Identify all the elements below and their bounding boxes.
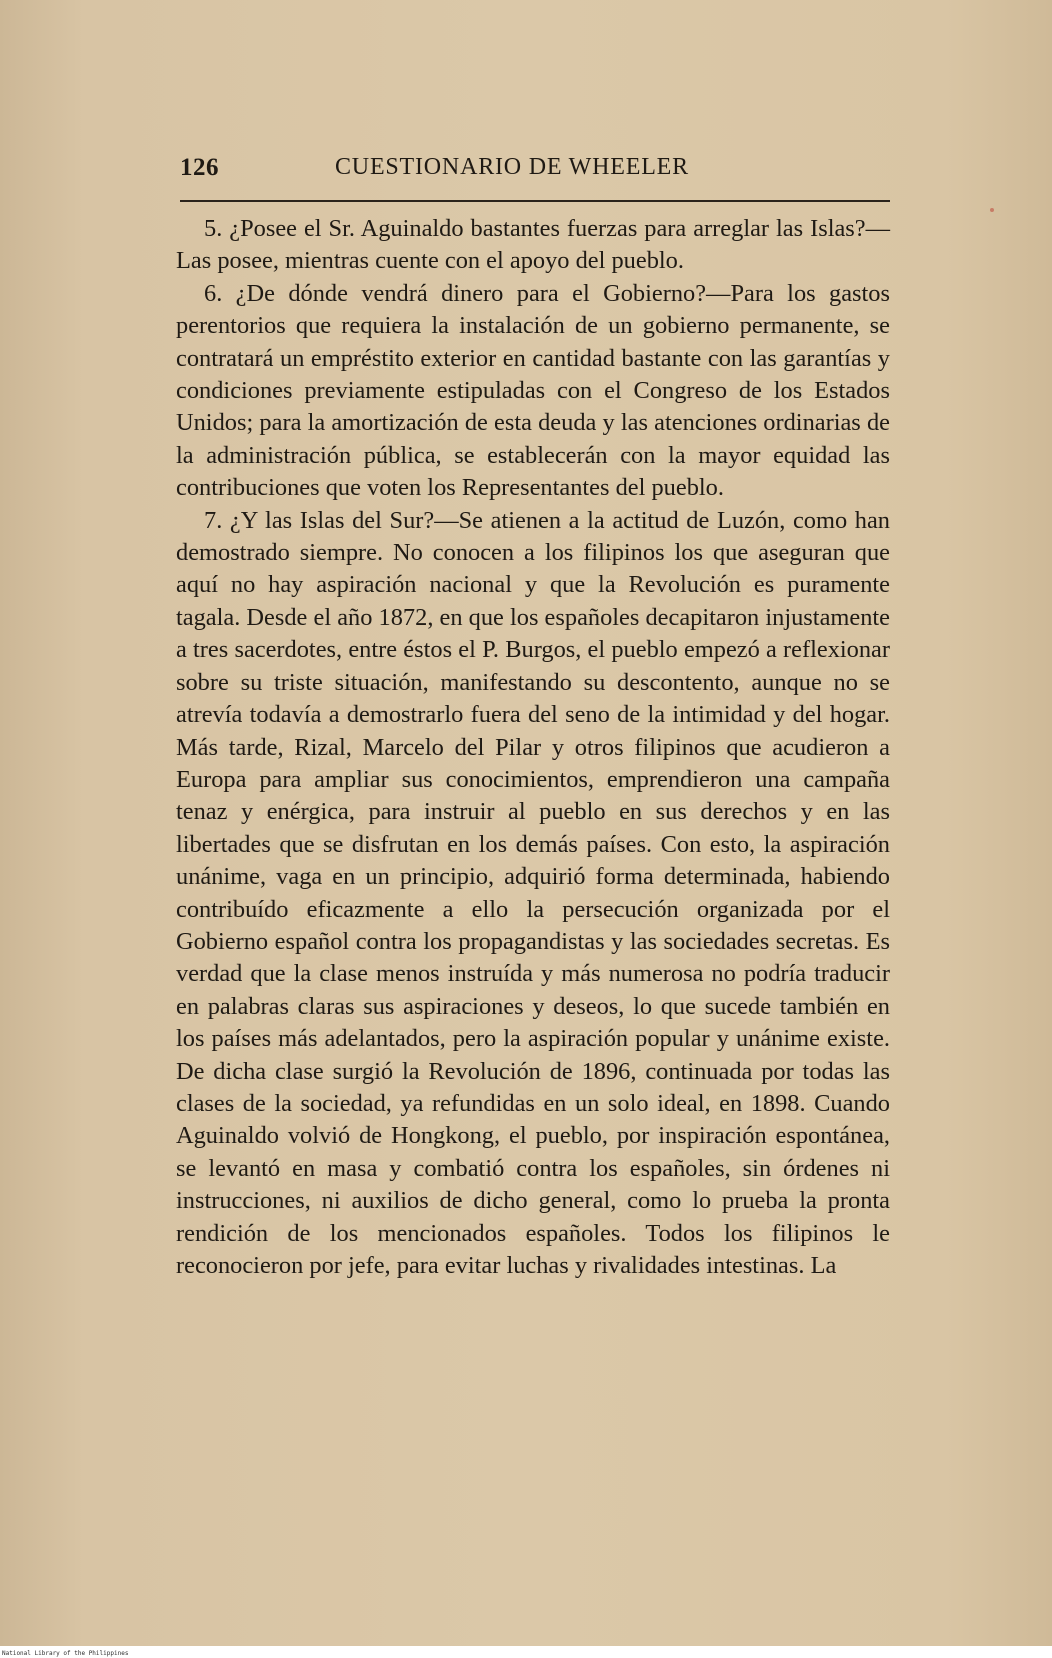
library-credit: National Library of the Philippines (2, 1650, 129, 1657)
scan-bottom-strip (0, 1646, 1052, 1658)
running-title: CUESTIONARIO DE WHEELER (335, 154, 689, 180)
paragraph-question-7: 7. ¿Y las Islas del Sur?—Se atienen a la actitud de Luzón, como han demostrado siempre. No conocen a los filipinos los que aseguran que aquí no hay aspiración nacional y que la Revolución es puramente tagala. Desde el año 1872, en que los españoles decapitaron injustamente a tres sacerdotes, entre éstos el P. Burgos, el pueblo empezó a reflexionar sobre su triste situación, manifestando su descontento, aunque no se atrevía todavía a demostrarlo fuera del seno de la intimidad y del hogar. Más tarde, Rizal, Marcelo del Pilar y otros filipinos que acudieron a Europa para ampliar sus conocimientos, emprendieron una campaña tenaz y enérgica, para instruir al pueblo en sus derechos y en las libertades que se disfrutan en los demás países. Con esto, la aspiración unánime, vaga en un principio, adquirió forma determinada, habiendo contribuído eficazmente a ello la persecución organizada por el Gobierno español contra los propagandistas y las sociedades secretas. Es verdad que la clase menos instruída y más numerosa no podría traducir en palabras claras sus aspiraciones y deseos, lo que sucede también en los países más adelantados, pero la aspiración popular y unánime existe. De dicha clase surgió la Revolución de 1896, continuada por todas las clases de la sociedad, ya refundidas en un solo ideal, en 1898. Cuando Aguinaldo volvió de Hongkong, el pueblo, por inspiración espontánea, se levantó en masa y combatió contra los españoles, sin órdenes ni instrucciones, ni auxilios de dicho general, como lo prueba la pronta rendición de los mencionados españoles. Todos los filipinos le reconocieron por jefe, para evitar luchas y rivalidades intestinas. La (176, 506, 890, 1279)
page-number: 126 (180, 154, 219, 181)
paragraph-question-6: 6. ¿De dónde vendrá dinero para el Gobierno?—Para los gastos perentorios que requiera la instalación de un gobierno permanente, se contratará un empréstito exterior en cantidad bastante con las garantías y condiciones previamente estipuladas con el Congreso de los Estados Unidos; para la amortización de esta deuda y las atenciones ordinarias de la administración pública, se establecerán con la mayor equidad las contribuciones que voten los Representantes del pueblo. (176, 279, 890, 502)
margin-spot (990, 208, 994, 212)
paragraph-question-5: 5. ¿Posee el Sr. Aguinaldo bastantes fuerzas para arreglar las Islas?—Las posee, mientras cuente con el apoyo del pueblo. (176, 215, 890, 275)
page-header (180, 154, 890, 190)
header-rule (180, 200, 890, 202)
body-text (176, 213, 890, 1282)
